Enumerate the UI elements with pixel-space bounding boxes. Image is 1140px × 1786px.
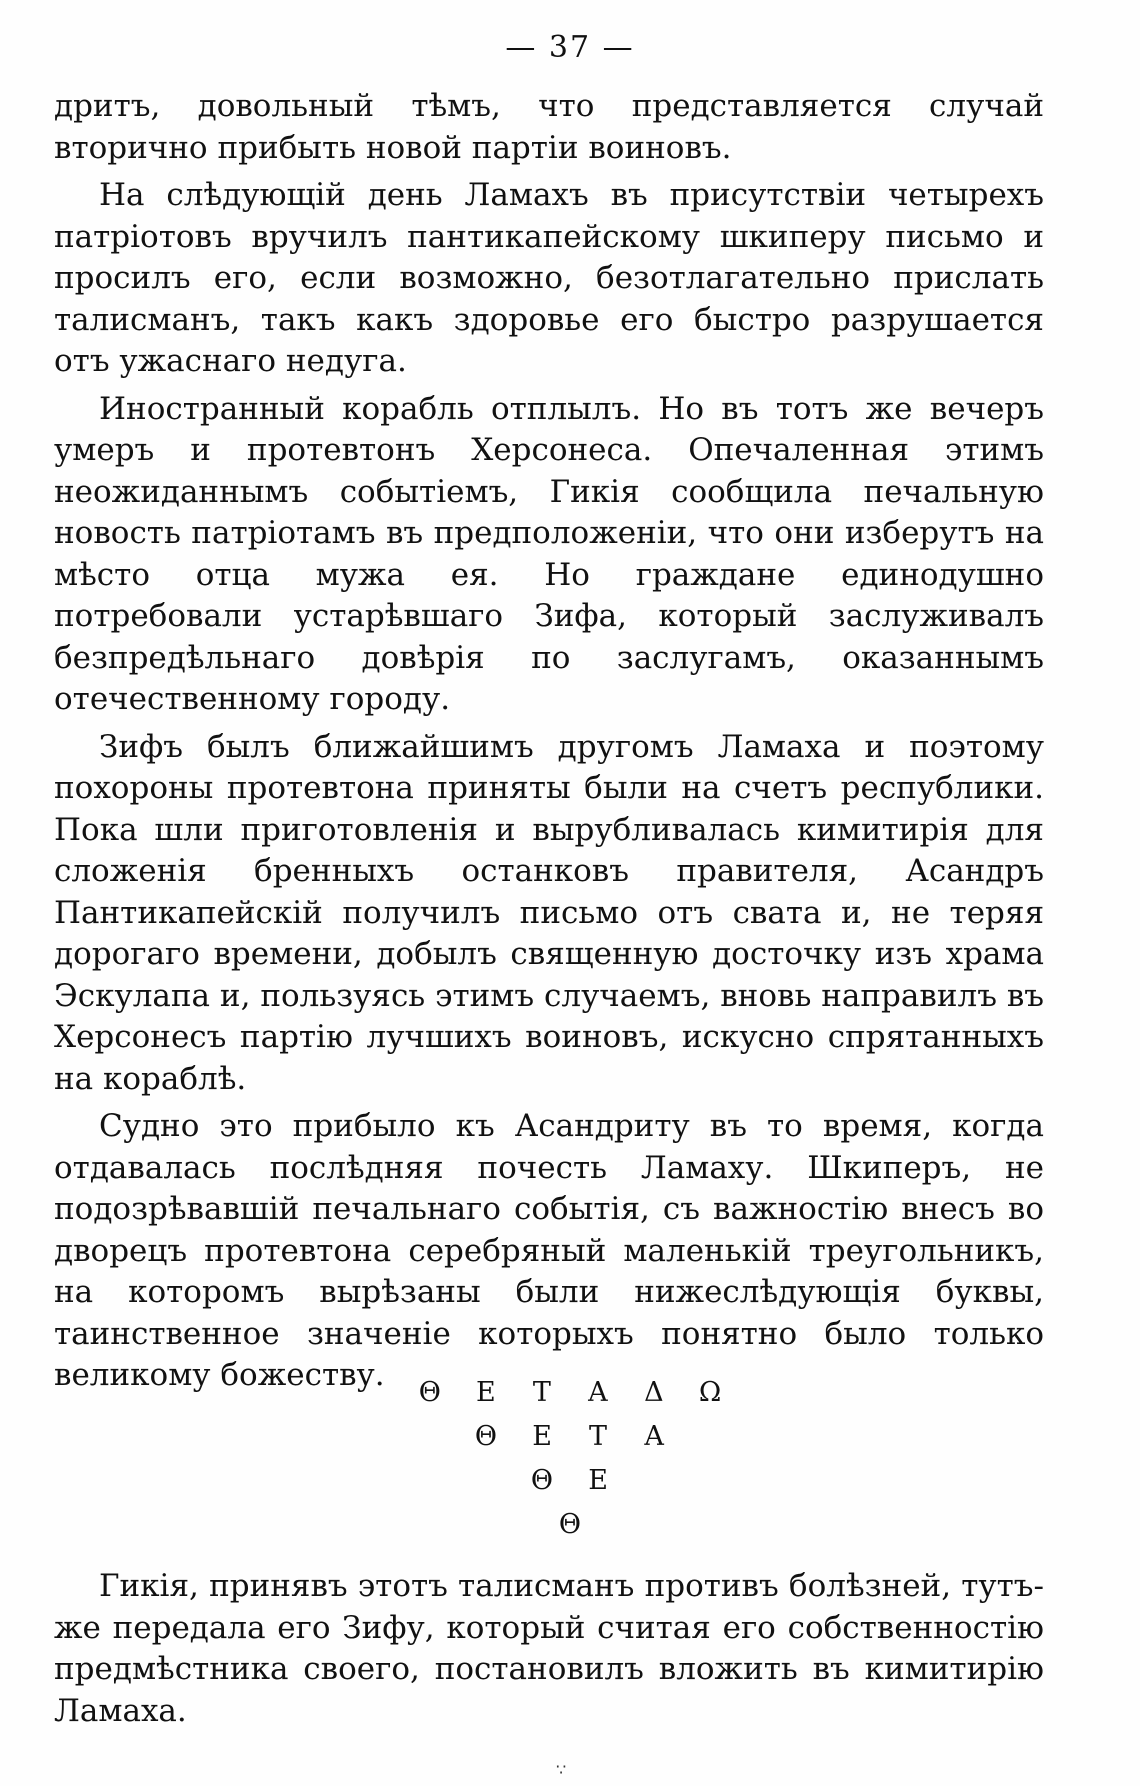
- talisman-letter: Θ: [474, 1421, 498, 1452]
- talisman-letter: Ε: [476, 1377, 496, 1408]
- talisman-letter: Ω: [698, 1377, 722, 1408]
- paragraph-final: Гикія, принявъ этотъ талисманъ противъ болѣзней, тутъ-же передала его Зифу, который считая его собственностію предмѣстника своего, постановилъ вложить въ кимитирію Ламаха.: [54, 1568, 1044, 1729]
- final-text: [54, 1566, 1044, 1738]
- talisman-letter: Ε: [588, 1465, 608, 1496]
- talisman-letter: Θ: [558, 1509, 582, 1540]
- talisman-row-2: [0, 1421, 1140, 1465]
- talisman-letter: Τ: [532, 1377, 551, 1408]
- talisman-letter: Θ: [418, 1377, 441, 1408]
- talisman-letter: Α: [588, 1377, 608, 1408]
- paragraph-2: На слѣдующій день Ламахъ въ присутствіи четырехъ патріотовъ вручилъ пантикапейскому шкиперу письмо и просилъ его, если возможно, безотлагательно прислать талисманъ, такъ какъ здоровье его быстро разрушается отъ ужаснаго недуга.: [54, 177, 1044, 379]
- talisman-letter: Α: [644, 1421, 664, 1452]
- paragraph-5: Судно это прибыло къ Асандриту въ то время, когда отдавалась послѣдняя почесть Ламаху. Шкиперъ, не подозрѣвавшій печальнаго событія, съ важностію внесъ во дворецъ протевтона серебряный маленькій треугольникъ, на которомъ вырѣзаны были нижеслѣдующія буквы, таинственное значеніе которыхъ понятно было только великому божеству.: [54, 1108, 1044, 1393]
- talisman-letter: Δ: [644, 1377, 664, 1408]
- talisman-row-1: [0, 1377, 1140, 1421]
- printer-mark-icon: ∵: [556, 1760, 567, 1779]
- talisman-letter: Θ: [530, 1465, 554, 1496]
- paragraph-4: Зифъ былъ ближайшимъ другомъ Ламаха и поэтому похороны протевтона приняты были на счетъ республики. Пока шли приготовленія и вырубливалась кимитирія для сложенія бренныхъ останковъ правителя, Асандръ Пантикапейскій получилъ письмо отъ свата и, не теряя дорогаго времени, добылъ священную досточку изъ храма Эскулапа и, пользуясь этимъ случаемъ, вновь направилъ въ Херсонесъ партію лучшихъ воиновъ, искусно спрятанныхъ на кораблѣ.: [54, 728, 1044, 1097]
- talisman-letter: Τ: [589, 1421, 608, 1452]
- paragraph-1: дритъ, довольный тѣмъ, что представляется случай вторично прибыть новой партіи воиновъ.: [54, 88, 1044, 166]
- talisman-row-4: [0, 1509, 1140, 1553]
- talisman-letter: Ε: [532, 1421, 552, 1452]
- paragraph-3: Иностранный корабль отплылъ. Но въ тотъ же вечеръ умеръ и протевтонъ Херсонеса. Опечаленная этимъ неожиданнымъ событіемъ, Гикія сообщила печальную новость патріотамъ въ предположеніи, что они изберутъ на мѣсто отца мужа ея. Но граждане единодушно потребовали устарѣвшаго Зифа, который заслуживалъ безпредѣльнаго довѣрія по заслугамъ, оказаннымъ отечественному городу.: [54, 390, 1044, 717]
- talisman-inscription: [0, 1377, 1140, 1553]
- page-number: — 37 —: [505, 30, 635, 65]
- main-text: [54, 86, 1044, 1403]
- talisman-row-3: [0, 1465, 1140, 1509]
